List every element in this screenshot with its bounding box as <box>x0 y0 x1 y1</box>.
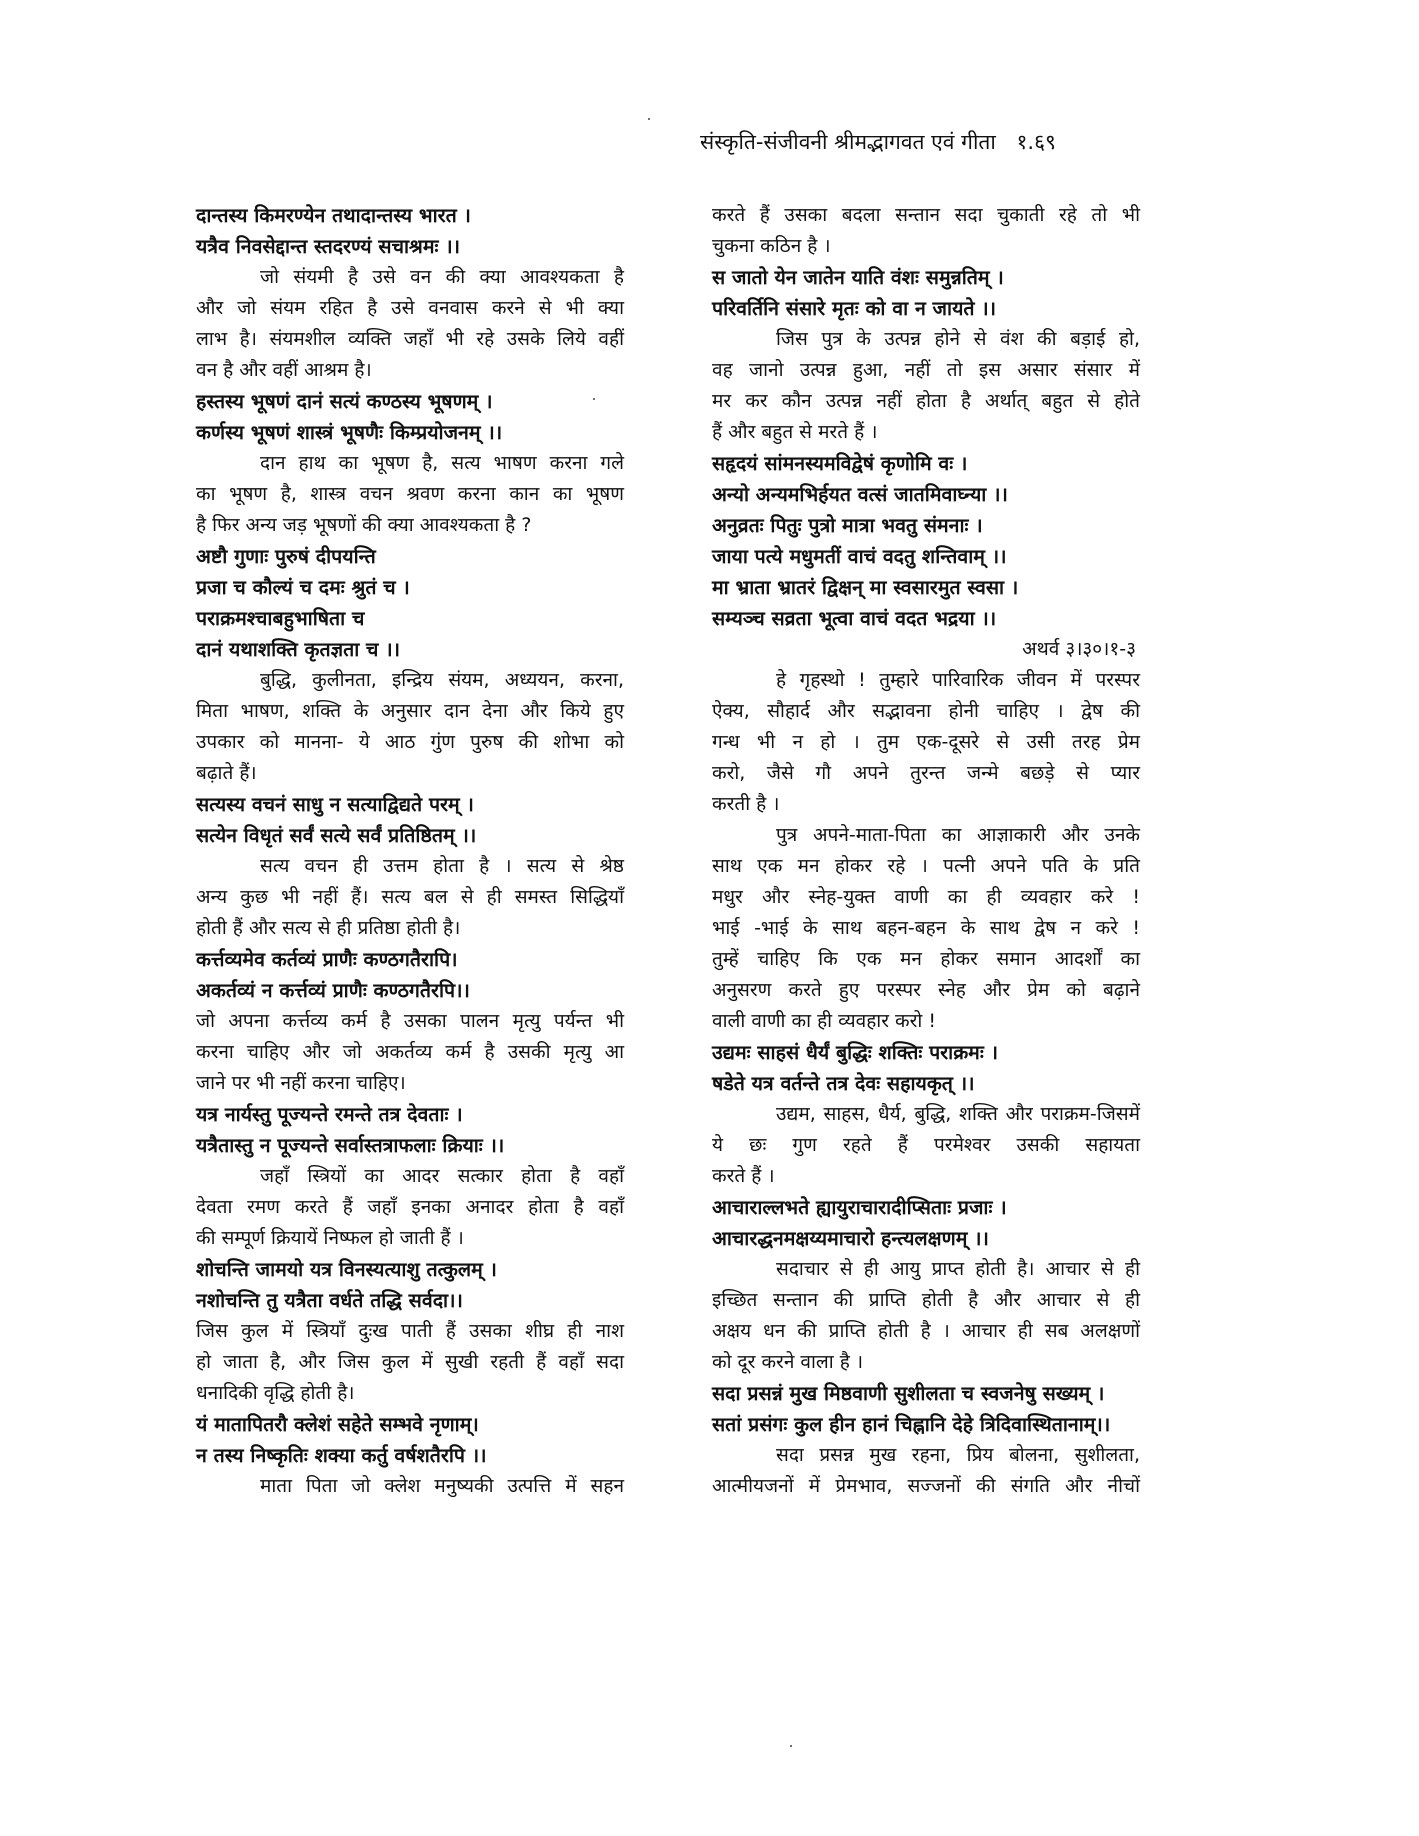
sanskrit-verse-line: पराक्रमश्चाबहुभाषिता च <box>196 607 365 630</box>
scan-speck <box>790 1745 792 1747</box>
prose-line: अक्षय धन की प्राप्ति होती है । आचार ही सब अलक्षणों <box>712 1320 1140 1342</box>
prose-line: ये छः गुण रहते हैं परमेश्वर उसकी सहायता <box>712 1134 1140 1156</box>
sanskrit-verse-line: जाया पत्ये मधुमतीं वाचं वदतु शन्तिवाम् ।। <box>712 545 1007 568</box>
sanskrit-verse-line: यत्र नार्यस्तु पूज्यन्ते रमन्ते तत्र देवताः । <box>196 1103 463 1126</box>
sanskrit-verse-line: यत्रैतास्तु न पूज्यन्ते सर्वास्तत्राफलाः क्रियाः ।। <box>196 1134 505 1157</box>
sanskrit-verse-line: सम्यञ्च सव्रता भूत्वा वाचं वदत भद्रया ।। <box>712 607 997 630</box>
sanskrit-verse-line: सतां प्रसंगः कुल हीन हानं चिह्नानि देहे त्रिदिवास्थितानाम्।। <box>712 1413 1111 1436</box>
sanskrit-verse-line: स जातो येन जातेन याति वंशः समुन्नतिम् । <box>712 266 1004 289</box>
prose-line: वह जानो उत्पन्न हुआ, नहीं तो इस असार संसार में <box>712 359 1140 381</box>
sanskrit-verse-line: अकर्तव्यं न कर्त्तव्यं प्राणैः कण्ठगतैरपि।। <box>196 979 470 1002</box>
verse-reference: अथर्व ३।३०।१-३ <box>1022 638 1136 660</box>
sanskrit-verse-line: आचाराल्लभते ह्यायुराचारादीप्सिताः प्रजाः । <box>712 1196 1007 1219</box>
paragraph-end-line: जाने पर भी नहीं करना चाहिए। <box>196 1072 406 1094</box>
right-column <box>712 200 1140 1502</box>
paragraph-end-line: की सम्पूर्ण क्रियायें निष्फल हो जाती हैं । <box>196 1227 464 1249</box>
prose-line: साथ एक मन होकर रहे । पत्नी अपने पति के प्रति <box>712 855 1140 877</box>
sanskrit-verse-line: आचारद्धनमक्षय्यमाचारो हन्त्यलक्षणम् ।। <box>712 1227 989 1250</box>
prose-line: इच्छित सन्तान की प्राप्ति होती है और आचार से ही <box>712 1289 1140 1311</box>
prose-line: और जो संयम रहित है उसे वनवास करने से भी क्या <box>196 297 624 319</box>
sanskrit-verse-line: हस्तस्य भूषणं दानं सत्यं कण्ठस्य भूषणम् । <box>196 390 493 413</box>
sanskrit-verse-line: नशोचन्ति तु यत्रैता वर्धते तद्धि सर्वदा।। <box>196 1289 463 1312</box>
sanskrit-verse-line: सत्येन विधृतं सर्वं सत्ये सर्वं प्रतिष्ठितम् ।। <box>196 824 477 847</box>
prose-line: मधुर और स्नेह-युक्त वाणी का ही व्यवहार करे ! <box>712 886 1140 908</box>
sanskrit-verse-line: षडेते यत्र वर्तन्ते तत्र देवः सहायकृत् ।। <box>712 1072 975 1095</box>
prose-line: जो अपना कर्त्तव्य कर्म है उसका पालन मृत्यु पर्यन्त भी <box>196 1010 624 1032</box>
paragraph-start-line: माता पिता जो क्लेश मनुष्यकी उत्पत्ति में सहन <box>260 1475 624 1497</box>
prose-line: करना चाहिए और जो अकर्तव्य कर्म है उसकी मृत्यु आ <box>196 1041 624 1063</box>
prose-line: मिता भाषण, शक्ति के अनुसार दान देना और किये हुए <box>196 700 624 722</box>
prose-line: ऐक्य, सौहार्द और सद्भावना होनी चाहिए । द्वेष की <box>712 700 1140 722</box>
paragraph-start-line: उद्यम, साहस, धैर्य, बुद्धि, शक्ति और पराक्रम-जिसमें <box>776 1103 1140 1125</box>
page-number: १.६९ <box>1016 130 1056 154</box>
paragraph-end-line: हैं और बहुत से मरते हैं । <box>712 421 878 443</box>
sanskrit-verse-line: मा भ्राता भ्रातरं द्विक्षन् मा स्वसारमुत स्वसा । <box>712 576 1019 599</box>
paragraph-start-line: सदा प्रसन्न मुख रहना, प्रिय बोलना, सुशीलता, <box>776 1444 1140 1466</box>
paragraph-start-line: पुत्र अपने-माता-पिता का आज्ञाकारी और उनके <box>776 824 1140 846</box>
paragraph-start-line: जिस पुत्र के उत्पन्न होने से वंश की बड़ाई हो, <box>776 328 1140 350</box>
prose-line: का भूषण है, शास्त्र वचन श्रवण करना कान का भूषण <box>196 483 624 505</box>
paragraph-end-line: वाली वाणी का ही व्यवहार करो ! <box>712 1010 936 1032</box>
prose-line: तुम्हें चाहिए कि एक मन होकर समान आदर्शों का <box>712 948 1140 970</box>
sanskrit-verse-line: दानं यथाशक्ति कृतज्ञता च ।। <box>196 638 401 661</box>
prose-line: आत्मीयजनों में प्रेमभाव, सज्जनों की संगति और नीचों <box>712 1475 1140 1497</box>
paragraph-end-line: बढ़ाते हैं। <box>196 762 257 784</box>
sanskrit-verse-line: दान्तस्य किमरण्येन तथादान्तस्य भारत । <box>196 204 471 227</box>
paragraph-start-line: सदाचार से ही आयु प्राप्त होती है। आचार से ही <box>776 1258 1140 1280</box>
sanskrit-verse-line: न तस्य निष्कृतिः शक्या कर्तु वर्षशतैरपि ।। <box>196 1444 487 1467</box>
paragraph-end-line: करते हैं । <box>712 1165 775 1187</box>
sanskrit-verse-line: उद्यमः साहसं धैर्यं बुद्धिः शक्तिः पराक्रमः । <box>712 1041 998 1064</box>
paragraph-end-line: होती हैं और सत्य से ही प्रतिष्ठा होती है। <box>196 917 461 939</box>
paragraph-end-line: चुकना कठिन है । <box>712 235 831 257</box>
left-column <box>196 200 624 1502</box>
paragraph-start-line: जो संयमी है उसे वन की क्या आवश्यकता है <box>260 266 624 288</box>
prose-line: देवता रमण करते हैं जहाँ इनका अनादर होता है वहाँ <box>196 1196 624 1218</box>
running-header <box>700 128 1220 156</box>
sanskrit-verse-line: सहृदयं सांमनस्यमविद्वेषं कृणोमि वः । <box>712 452 968 475</box>
prose-line: करो, जैसे गौ अपने तुरन्त जन्मे बछड़े से प्यार <box>712 762 1140 784</box>
sanskrit-verse-line: अष्टौ गुणाः पुरुषं दीपयन्ति <box>196 545 376 568</box>
sanskrit-verse-line: शोचन्ति जामयो यत्र विनस्यत्याशु तत्कुलम् । <box>196 1258 497 1281</box>
prose-line: हो जाता है, और जिस कुल में सुखी रहती हैं वहाँ सदा <box>196 1351 624 1373</box>
paragraph-start-line: बुद्धि, कुलीनता, इन्द्रिय संयम, अध्ययन, करना, <box>260 669 624 691</box>
sanskrit-verse-line: यत्रैव निवसेद्दान्त स्तदरण्यं सचाश्रमः ।। <box>196 235 460 258</box>
paragraph-end-line: करती है । <box>712 793 780 815</box>
sanskrit-verse-line: सदा प्रसन्नं मुख मिष्ठवाणी सुशीलता च स्वजनेषु सख्यम् । <box>712 1382 1105 1405</box>
paragraph-end-line: को दूर करने वाला है । <box>712 1351 864 1373</box>
paragraph-start-line: सत्य वचन ही उत्तम होता है । सत्य से श्रेष्ठ <box>260 855 624 877</box>
prose-line: भाई -भाई के साथ बहन-बहन के साथ द्वेष न करे ! <box>712 917 1140 939</box>
prose-line: उपकार को मानना- ये आठ गुंण पुरुष की शोभा को <box>196 731 624 753</box>
sanskrit-verse-line: यं मातापितरौ क्लेशं सहेते सम्भवे नृणाम्। <box>196 1413 479 1436</box>
prose-line: गन्ध भी न हो । तुम एक-दूसरे से उसी तरह प्रेम <box>712 731 1140 753</box>
sanskrit-verse-line: कर्त्तव्यमेव कर्तव्यं प्राणैः कण्ठगतैरापि। <box>196 948 458 971</box>
prose-line: जिस कुल में स्त्रियाँ दुःख पाती हैं उसका शीघ्र ही नाश <box>196 1320 624 1342</box>
paragraph-start-line: हे गृहस्थो ! तुम्हारे पारिवारिक जीवन में परस्पर <box>776 669 1140 691</box>
sanskrit-verse-line: सत्यस्य वचनं साधु न सत्याद्विद्यते परम् । <box>196 793 474 816</box>
sanskrit-verse-line: अन्यो अन्यमभिर्हयत वत्सं जातमिवाघ्न्या ।। <box>712 483 1008 506</box>
prose-line: करते हैं उसका बदला सन्तान सदा चुकाती रहे तो भी <box>712 204 1140 226</box>
sanskrit-verse-line: अनुव्रतः पितुः पुत्रो मात्रा भवतु संमनाः । <box>712 514 983 537</box>
sanskrit-verse-line: कर्णस्य भूषणं शास्त्रं भूषणैः किम्प्रयोजनम् ।। <box>196 421 503 444</box>
prose-line: अनुसरण करते हुए परस्पर स्नेह और प्रेम को बढ़ाने <box>712 979 1140 1001</box>
scan-speck <box>648 118 650 120</box>
scan-speck <box>593 398 595 400</box>
prose-line: अन्य कुछ भी नहीं हैं। सत्य बल से ही समस्त सिद्धियाँ <box>196 886 624 908</box>
paragraph-end-line: वन है और वहीं आश्रम है। <box>196 359 372 381</box>
paragraph-end-line: धनादिकी वृद्धि होती है। <box>196 1382 355 1404</box>
paragraph-start-line: दान हाथ का भूषण है, सत्य भाषण करना गले <box>260 452 624 474</box>
header-title: संस्कृति-संजीवनी श्रीमद्भागवत एवं गीता <box>700 130 996 154</box>
sanskrit-verse-line: परिवर्तिनि संसारे मृतः को वा न जायते ।। <box>712 297 997 320</box>
paragraph-start-line: जहाँ स्त्रियों का आदर सत्कार होता है वहाँ <box>260 1165 624 1187</box>
prose-line: लाभ है। संयमशील व्यक्ति जहाँ भी रहे उसके लिये वहीं <box>196 328 624 350</box>
prose-line: मर कर कौन उत्पन्न नहीं होता है अर्थात् बहुत से होते <box>712 390 1140 412</box>
sanskrit-verse-line: प्रजा च कौल्यं च दमः श्रुतं च । <box>196 576 410 599</box>
paragraph-end-line: है फिर अन्य जड़ भूषणों की क्या आवश्यकता है ? <box>196 514 532 536</box>
